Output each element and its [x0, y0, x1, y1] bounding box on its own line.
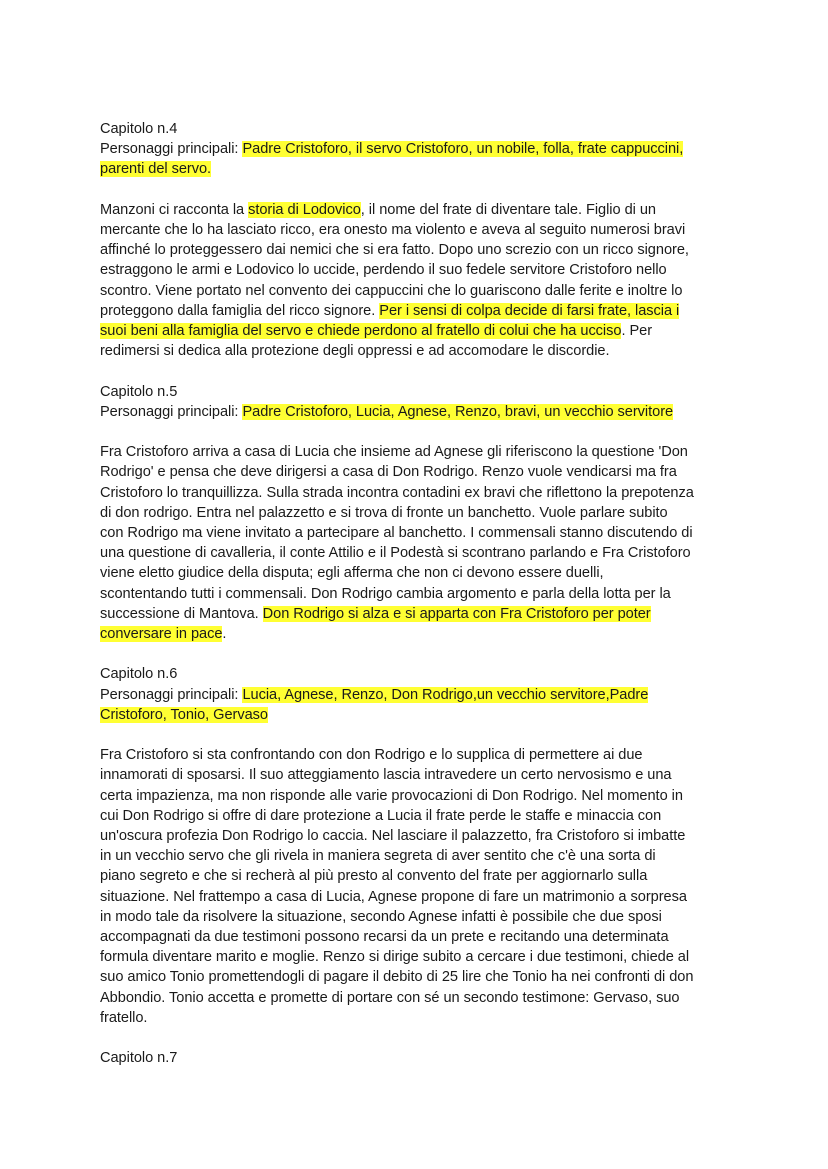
highlighted-text: storia di Lodovico [248, 201, 361, 218]
chapter-title: Capitolo n.7 [100, 1050, 178, 1067]
main-characters [100, 685, 730, 705]
chapter-title: Capitolo n.6 [100, 666, 178, 683]
characters-highlight: Lucia, Agnese, Renzo, Don Rodrigo,un vecchio servitore,Padre [242, 686, 649, 703]
main-characters-cont [100, 705, 730, 725]
highlighted-text: Per i sensi di colpa decide di farsi frate, lascia i [379, 302, 680, 319]
chapter-summary: Fra Cristoforo si sta confrontando con don Rodrigo e lo supplica di permettere ai due innamorati di sposarsi. Il suo atteggiamento lascia intravedere un certo nervosismo e una certa impazienza, ma non risponde alle varie provocazioni di Don Rodrigo. Nel momento in cui Don Rodrigo si offre di dare protezione a Lucia il frate perde le staffe e minaccia con un'oscura profezia Don Rodrigo lo caccia. Nel lasciare il palazzetto, fra Cristoforo si imbatte in un vecchio servo che gli rivela in maniera segreta di aver sentito che c'è una sorta di piano segreto e che si recherà al più presto al convento del frate per aggiornarlo sulla situazione. Nel frattempo a casa di Lucia, Agnese propone di fare un matrimonio a sorpresa in modo tale da risolvere la situazione, secondo Agnese infatti è possibile che due sposi accompagnati da due testimoni possono recarsi da un prete e recitando una determinata formula diventare marito e moglie. Renzo si dirige subito a cercare i due testimoni, chiede al suo amico Tonio promettendogli di pagare il debito di 25 lire che Tonio ha nei confronti di don Abbondio. Tonio accetta e promette di portare con sé un secondo testimone: Gervaso, suo fratello. [100, 747, 694, 1026]
chapter-6 [100, 664, 730, 1028]
characters-label: Personaggi principali: [100, 141, 243, 158]
characters-highlight: Padre Cristoforo, il servo Cristoforo, un nobile, folla, frate cappuccini, [242, 141, 684, 158]
chapter-4 [100, 119, 730, 361]
highlighted-text: Don Rodrigo si alza e si apparta con Fra Cristoforo per poter [262, 605, 651, 622]
chapter-summary: Fra Cristoforo arriva a casa di Lucia che insieme ad Agnese gli riferiscono la questione 'Don Rodrigo' e pensa che deve dirigersi a casa di Don Rodrigo. Renzo vuole vendicarsi ma fra Cristoforo lo tranquillizza. Sulla strada incontra contadini ex bravi che riflettono la prepotenza di don rodrigo. Entra nel palazzetto e si trova di fronte un banchetto. Vuole parlare subito con Rodrigo ma viene invitato a partecipare al banchetto. I commensali stanno discutendo di una questione di cavalleria, il conte Attilio e il Podestà si scontrano parlando e Fra Cristoforo viene eletto giudice della disputa; egli afferma che non ci devono essere duelli, scontentando tutti i commensali. Don Rodrigo cambia argomento e parla della lotta per la successione di Mantova. Don Rodrigo si alza e si apparta con Fra Cristoforo per poter conversare in pace. [100, 444, 694, 643]
chapter-summary: Manzoni ci racconta la storia di Lodovico, il nome del frate di diventare tale. Figlio di un mercante che lo ha lasciato ricco, era onesto ma violento e aveva al seguito numerosi bravi affinché lo proteggessero dai nemici che si era fatto. Dopo uno screzio con un ricco signore, estraggono le armi e Lodovico lo uccide, perdendo il suo fedele servitore Cristoforo nello scontro. Viene portato nel convento dei cappuccini che lo guariscono dalle ferite e inoltre lo proteggono dalla famiglia del ricco signore. Per i sensi di colpa decide di farsi frate, lascia i suoi beni alla famiglia del servo e chiede perdono al fratello di colui che ha ucciso. Per redimersi si dedica alla protezione degli oppressi e ad accomodare le discordie. [100, 201, 689, 360]
highlighted-text: conversare in pace [100, 626, 223, 643]
highlighted-text: suoi beni alla famiglia del servo e chiede perdono al fratello di colui che ha ucciso [100, 323, 622, 340]
characters-label: Personaggi principali: [100, 686, 243, 703]
characters-highlight: Cristoforo, Tonio, Gervaso [100, 706, 268, 723]
characters-highlight: Padre Cristoforo, Lucia, Agnese, Renzo, bravi, un vecchio servitore [242, 403, 674, 420]
main-characters [100, 402, 730, 422]
main-characters-cont [100, 159, 730, 179]
characters-highlight: parenti del servo. [100, 161, 212, 178]
chapter-title: Capitolo n.4 [100, 121, 178, 137]
chapter-5 [100, 382, 730, 645]
document-page [100, 119, 730, 1068]
characters-label: Personaggi principali: [100, 403, 243, 420]
chapter-title: Capitolo n.5 [100, 383, 178, 400]
main-characters [100, 139, 730, 159]
chapter-7 [100, 1048, 730, 1068]
